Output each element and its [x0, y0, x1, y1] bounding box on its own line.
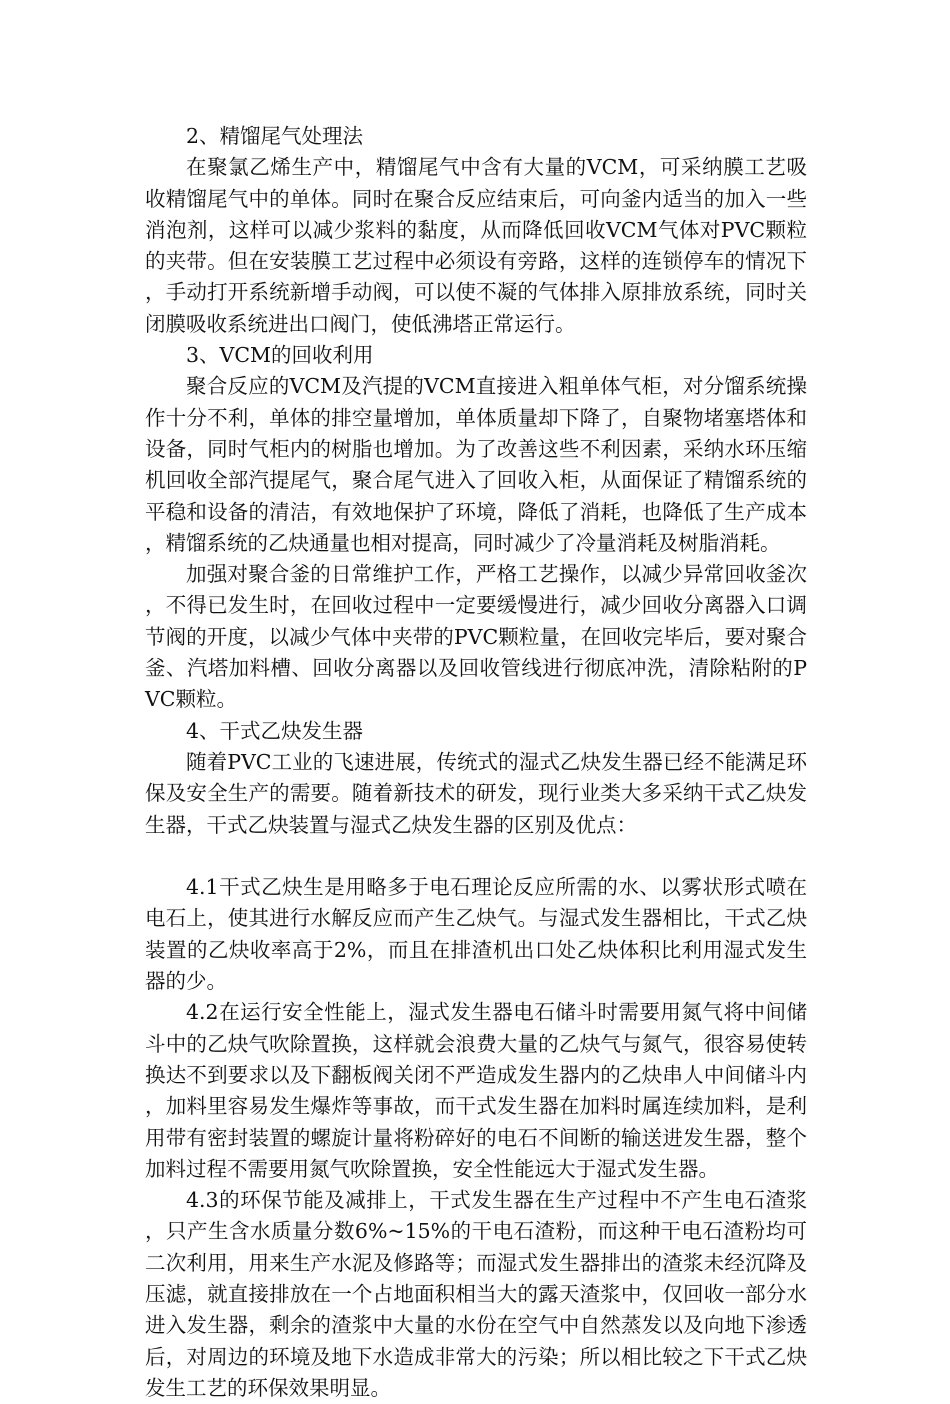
body-paragraph-4-2: 4.2在运行安全性能上，湿式发生器电石储斗时需要用氮气将中间储斗中的乙炔气吹除置换，这样就会浪费大量的乙炔气与氮气，很容易使转换达不到要求以及下翻板阀关闭不严造成发生器内的乙炔串人中间储斗内，加料里容易发生爆炸等事故，而干式发生器在加料时属连续加料，是利用带有密封装置的螺旋计量将粉碎好的电石不间断的输送进发生器，整个加料过程不需要用氮气吹除置换，安全性能远大于湿式发生器。: [145, 1000, 807, 1181]
body-paragraph: 在聚氯乙烯生产中，精馏尾气中含有大量的VCM，可采纳膜工艺吸收精馏尾气中的单体。同时在聚合反应结束后，可向釜内适当的加入一些消泡剂，这样可以减少浆料的黏度，从而降低回收VCM气体对PVC颗粒的夹带。但在安装膜工艺过程中必须设有旁路，这样的连锁停车的情况下，手动打开系统新增手动阀，可以使不凝的气体排入原排放系统，同时关闭膜吸收系统进出口阀门，使低沸塔正常运行。: [145, 155, 807, 336]
section-heading-3: 3、VCM的回收利用: [186, 343, 374, 368]
body-paragraph: 加强对聚合釜的日常维护工作，严格工艺操作，以减少异常回收釜次，不得已发生时，在回收过程中一定要缓慢进行，减少回收分离器入口调节阀的开度，以减少气体中夹带的PVC颗粒量，在回收完毕后，要对聚合釜、汽塔加料槽、回收分离器以及回收管线进行彻底冲洗，清除粘附的PVC颗粒。: [145, 562, 807, 712]
section-heading-2: 2、精馏尾气处理法: [186, 124, 364, 148]
body-paragraph-4-1: 4.1干式乙炔生是用略多于电石理论反应所需的水、以雾状形式喷在电石上，使其进行水解反应而产生乙炔气。与湿式发生器相比，干式乙炔装置的乙炔收率高于2%，而且在排渣机出口处乙炔体积比利用湿式发生器的少。: [145, 875, 807, 994]
body-paragraph: 随着PVC工业的飞速进展，传统式的湿式乙炔发生器已经不能满足环保及安全生产的需要。随着新技术的研发，现行业类大多采纳干式乙炔发生器，干式乙炔装置与湿式乙炔发生器的区别及优点：: [145, 749, 807, 837]
section-heading-4: 4、干式乙炔发生器: [186, 718, 364, 743]
body-paragraph-4-3: 4.3的环保节能及减排上，干式发生器在生产过程中不产生电石渣浆，只产生含水质量分数6%~15%的干电石渣粉，而这种干电石渣粉均可二次利用，用来生产水泥及修路等；而湿式发生器排出的渣浆未经沉降及压滤，就直接排放在一个占地面积相当大的露天渣浆中，仅回收一部分水进入发生器，剩余的渣浆中大量的水份在空气中自然蒸发以及向地下渗透后，对周边的环境及地下水造成非常大的污染；所以相比较之下干式乙炔发生工艺的环保效果明显。: [145, 1188, 807, 1400]
body-paragraph: 聚合反应的VCM及汽提的VCM直接进入粗单体气柜，对分馏系统操作十分不利，单体的排空量增加，单体质量却下降了，自聚物堵塞塔体和设备，同时气柜内的树脂也增加。为了改善这些不利因素，采纳水环压缩机回收全部汽提尾气，聚合尾气进入了回收入柜，从面保证了精馏系统的平稳和设备的清洁，有效地保护了环境，降低了消耗，也降低了生产成本，精馏系统的乙炔通量也相对提高，同时减少了冷量消耗及树脂消耗。: [145, 374, 807, 555]
document-body: [145, 121, 807, 1404]
blank-line: [145, 841, 807, 872]
